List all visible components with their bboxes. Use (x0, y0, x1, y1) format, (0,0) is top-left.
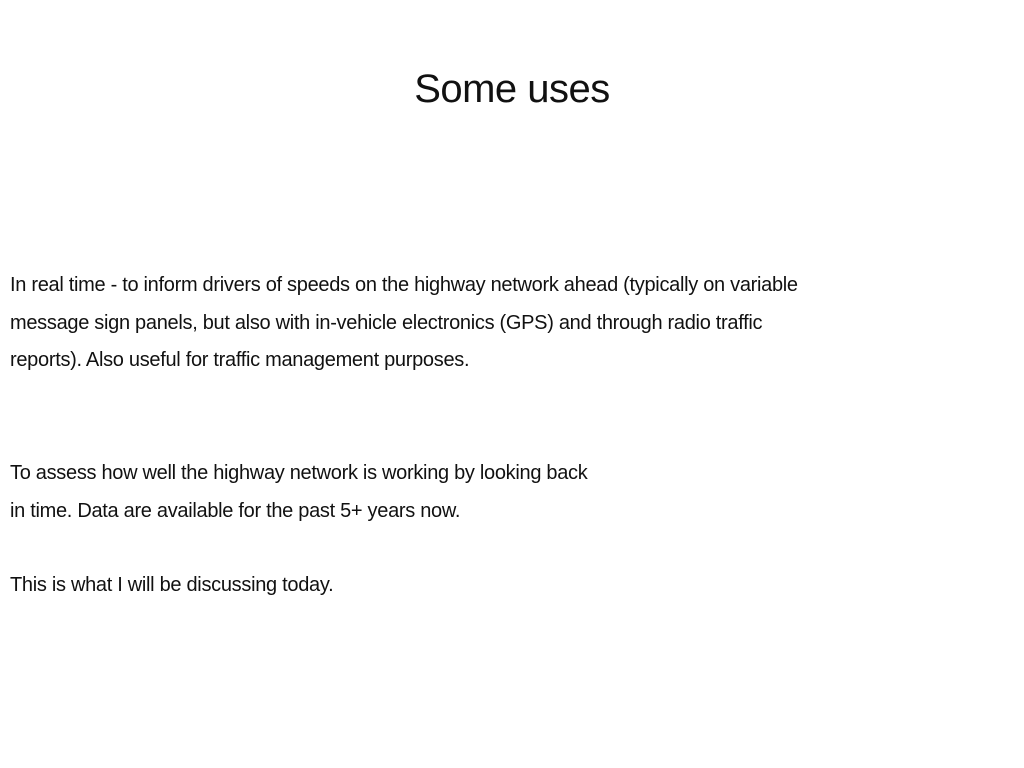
paragraph-line: in time. Data are available for the past 5+ years now. (10, 499, 461, 522)
slide-title: Some uses (414, 67, 610, 111)
paragraph-line: message sign panels, but also with in-vehicle electronics (GPS) and through radio traffic (10, 311, 763, 334)
paragraph-line: To assess how well the highway network is working by looking back (10, 462, 588, 484)
paragraph-historical-use (10, 455, 587, 530)
paragraph-line: reports). Also useful for traffic management purposes. (10, 349, 470, 371)
paragraph-line: In real time - to inform drivers of speeds on the highway network ahead (typically on variable (10, 274, 798, 296)
paragraph-line: This is what I will be discussing today. (10, 574, 334, 596)
paragraph-discussion-note (10, 567, 333, 605)
paragraph-real-time-use (10, 267, 798, 380)
